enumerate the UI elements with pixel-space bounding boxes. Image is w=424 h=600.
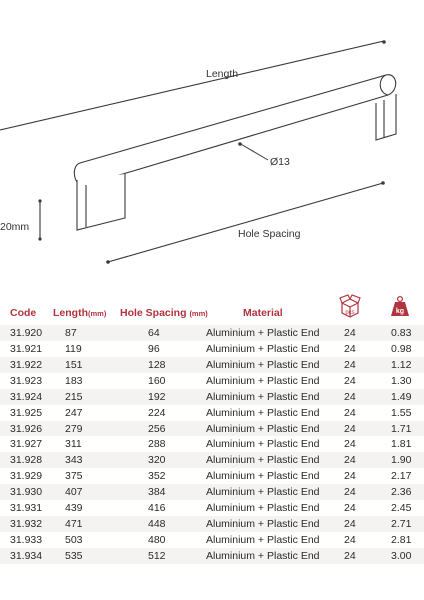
cell-code: 31.934 bbox=[10, 549, 43, 562]
table-row bbox=[0, 357, 424, 373]
cell-kg: 1.71 bbox=[391, 422, 412, 435]
table-row bbox=[0, 373, 424, 389]
height-label: 20mm bbox=[0, 221, 30, 233]
cell-code: 31.931 bbox=[10, 502, 43, 515]
table-header bbox=[0, 301, 424, 325]
svg-text:pcs: pcs bbox=[345, 310, 355, 316]
cell-material: Aluminium + Plastic End bbox=[206, 406, 320, 419]
technical-drawing bbox=[0, 0, 424, 290]
cell-length: 311 bbox=[65, 438, 82, 451]
cell-kg: 2.71 bbox=[391, 518, 412, 531]
table-row bbox=[0, 436, 424, 452]
table-row bbox=[0, 341, 424, 357]
table-row bbox=[0, 468, 424, 484]
cell-kg: 1.49 bbox=[391, 390, 412, 403]
box-pcs-icon bbox=[339, 293, 361, 319]
cell-hole-spacing: 288 bbox=[148, 438, 166, 451]
cell-length: 407 bbox=[65, 486, 83, 499]
cell-code: 31.924 bbox=[10, 390, 43, 403]
cell-hole-spacing: 416 bbox=[148, 502, 166, 515]
hole-spacing-dimension-line bbox=[108, 183, 383, 262]
cell-hole-spacing: 64 bbox=[148, 327, 160, 339]
cell-kg: 1.30 bbox=[391, 374, 412, 387]
cell-material: Aluminium + Plastic End bbox=[206, 390, 320, 403]
cell-hole-spacing: 224 bbox=[148, 406, 166, 419]
diameter-leader-line bbox=[239, 143, 268, 160]
cell-length: 279 bbox=[65, 422, 83, 435]
cell-kg: 1.81 bbox=[391, 438, 412, 451]
cell-pcs: 24 bbox=[344, 327, 356, 339]
cell-material: Aluminium + Plastic End bbox=[206, 342, 320, 355]
cell-hole-spacing: 160 bbox=[148, 374, 166, 387]
cell-length: 471 bbox=[65, 518, 83, 531]
svg-text:kg: kg bbox=[395, 308, 405, 315]
cell-material: Aluminium + Plastic End bbox=[206, 502, 320, 515]
cell-hole-spacing: 128 bbox=[148, 358, 166, 371]
table-row bbox=[0, 532, 424, 548]
height-dimension-dot-top bbox=[38, 199, 41, 202]
cell-length: 503 bbox=[65, 533, 83, 546]
cell-hole-spacing: 256 bbox=[148, 422, 166, 435]
cell-hole-spacing: 448 bbox=[148, 518, 166, 531]
cell-code: 31.923 bbox=[10, 374, 43, 387]
cell-pcs: 24 bbox=[344, 342, 356, 355]
cell-pcs: 24 bbox=[344, 374, 356, 387]
hole-spacing-end-dot-right bbox=[381, 181, 385, 185]
cell-pcs: 24 bbox=[344, 390, 356, 403]
hole-spacing-end-dot-left bbox=[106, 260, 110, 264]
cell-code: 31.927 bbox=[10, 438, 43, 451]
handle-drawing-svg bbox=[0, 0, 424, 290]
cell-length: 87 bbox=[65, 327, 77, 339]
cell-kg: 3.00 bbox=[391, 549, 412, 562]
header-material: Material bbox=[243, 307, 283, 319]
table-row bbox=[0, 389, 424, 405]
cell-material: Aluminium + Plastic End bbox=[206, 358, 320, 371]
cell-code: 31.929 bbox=[10, 470, 43, 483]
cell-kg: 2.45 bbox=[391, 502, 412, 515]
cell-material: Aluminium + Plastic End bbox=[206, 422, 320, 435]
weight-kg-icon bbox=[389, 293, 411, 319]
cell-length: 215 bbox=[65, 390, 83, 403]
cell-code: 31.932 bbox=[10, 518, 43, 531]
cell-code: 31.930 bbox=[10, 486, 43, 499]
cell-pcs: 24 bbox=[344, 358, 356, 371]
cell-length: 151 bbox=[65, 358, 83, 371]
cell-kg: 0.83 bbox=[391, 327, 412, 339]
cell-material: Aluminium + Plastic End bbox=[206, 438, 320, 451]
cell-kg: 1.55 bbox=[391, 406, 412, 419]
cell-kg: 0.98 bbox=[391, 342, 412, 355]
cell-pcs: 24 bbox=[344, 549, 356, 562]
cell-length: 119 bbox=[65, 342, 82, 355]
cell-pcs: 24 bbox=[344, 470, 356, 483]
cell-length: 247 bbox=[65, 406, 83, 419]
header-hole-spacing: Hole Spacing (mm) bbox=[120, 307, 208, 319]
cell-material: Aluminium + Plastic End bbox=[206, 470, 320, 483]
length-dimension-line bbox=[0, 41, 384, 130]
cell-pcs: 24 bbox=[344, 422, 356, 435]
cell-pcs: 24 bbox=[344, 518, 356, 531]
diameter-label: Ø13 bbox=[270, 156, 290, 168]
cell-hole-spacing: 480 bbox=[148, 533, 166, 546]
cell-code: 31.928 bbox=[10, 454, 43, 467]
cell-code: 31.920 bbox=[10, 327, 43, 339]
cell-code: 31.922 bbox=[10, 358, 43, 371]
cell-hole-spacing: 96 bbox=[148, 342, 160, 355]
cell-length: 183 bbox=[65, 374, 83, 387]
table-row bbox=[0, 405, 424, 421]
cell-material: Aluminium + Plastic End bbox=[206, 518, 320, 531]
table-body bbox=[0, 325, 424, 564]
cell-pcs: 24 bbox=[344, 533, 356, 546]
handle-bar bbox=[74, 75, 396, 230]
cell-material: Aluminium + Plastic End bbox=[206, 486, 320, 499]
cell-code: 31.926 bbox=[10, 422, 43, 435]
cell-material: Aluminium + Plastic End bbox=[206, 374, 320, 387]
header-code: Code bbox=[10, 307, 37, 319]
table-row bbox=[0, 516, 424, 532]
header-length: Length(mm) bbox=[53, 307, 107, 319]
length-label: Length bbox=[206, 68, 239, 80]
cell-hole-spacing: 352 bbox=[148, 470, 166, 483]
diameter-leader-dot bbox=[238, 142, 242, 146]
cell-material: Aluminium + Plastic End bbox=[206, 454, 320, 467]
table-row bbox=[0, 452, 424, 468]
height-dimension-dot-bottom bbox=[38, 237, 41, 240]
hole-spacing-label: Hole Spacing bbox=[238, 228, 301, 240]
cell-code: 31.933 bbox=[10, 533, 43, 546]
cell-pcs: 24 bbox=[344, 502, 356, 515]
cell-pcs: 24 bbox=[344, 406, 356, 419]
table-row bbox=[0, 548, 424, 564]
cell-kg: 2.36 bbox=[391, 486, 412, 499]
cell-code: 31.925 bbox=[10, 406, 43, 419]
cell-material: Aluminium + Plastic End bbox=[206, 327, 320, 339]
length-dimension-end-dot bbox=[382, 40, 386, 44]
cell-pcs: 24 bbox=[344, 438, 356, 451]
cell-material: Aluminium + Plastic End bbox=[206, 533, 320, 546]
table-row bbox=[0, 484, 424, 500]
cell-material: Aluminium + Plastic End bbox=[206, 549, 320, 562]
cell-kg: 2.81 bbox=[391, 533, 412, 546]
cell-length: 343 bbox=[65, 454, 83, 467]
table-row bbox=[0, 325, 424, 341]
cell-kg: 1.12 bbox=[391, 358, 412, 371]
cell-hole-spacing: 192 bbox=[148, 390, 166, 403]
cell-length: 375 bbox=[65, 470, 83, 483]
cell-code: 31.921 bbox=[10, 342, 43, 355]
cell-pcs: 24 bbox=[344, 486, 356, 499]
cell-kg: 2.17 bbox=[391, 470, 412, 483]
cell-kg: 1.90 bbox=[391, 454, 412, 467]
table-row bbox=[0, 500, 424, 516]
cell-length: 439 bbox=[65, 502, 83, 515]
spec-table bbox=[0, 301, 424, 564]
table-row bbox=[0, 421, 424, 437]
cell-hole-spacing: 384 bbox=[148, 486, 166, 499]
cell-length: 535 bbox=[65, 549, 83, 562]
cell-hole-spacing: 320 bbox=[148, 454, 166, 467]
cell-pcs: 24 bbox=[344, 454, 356, 467]
cell-hole-spacing: 512 bbox=[148, 549, 166, 562]
